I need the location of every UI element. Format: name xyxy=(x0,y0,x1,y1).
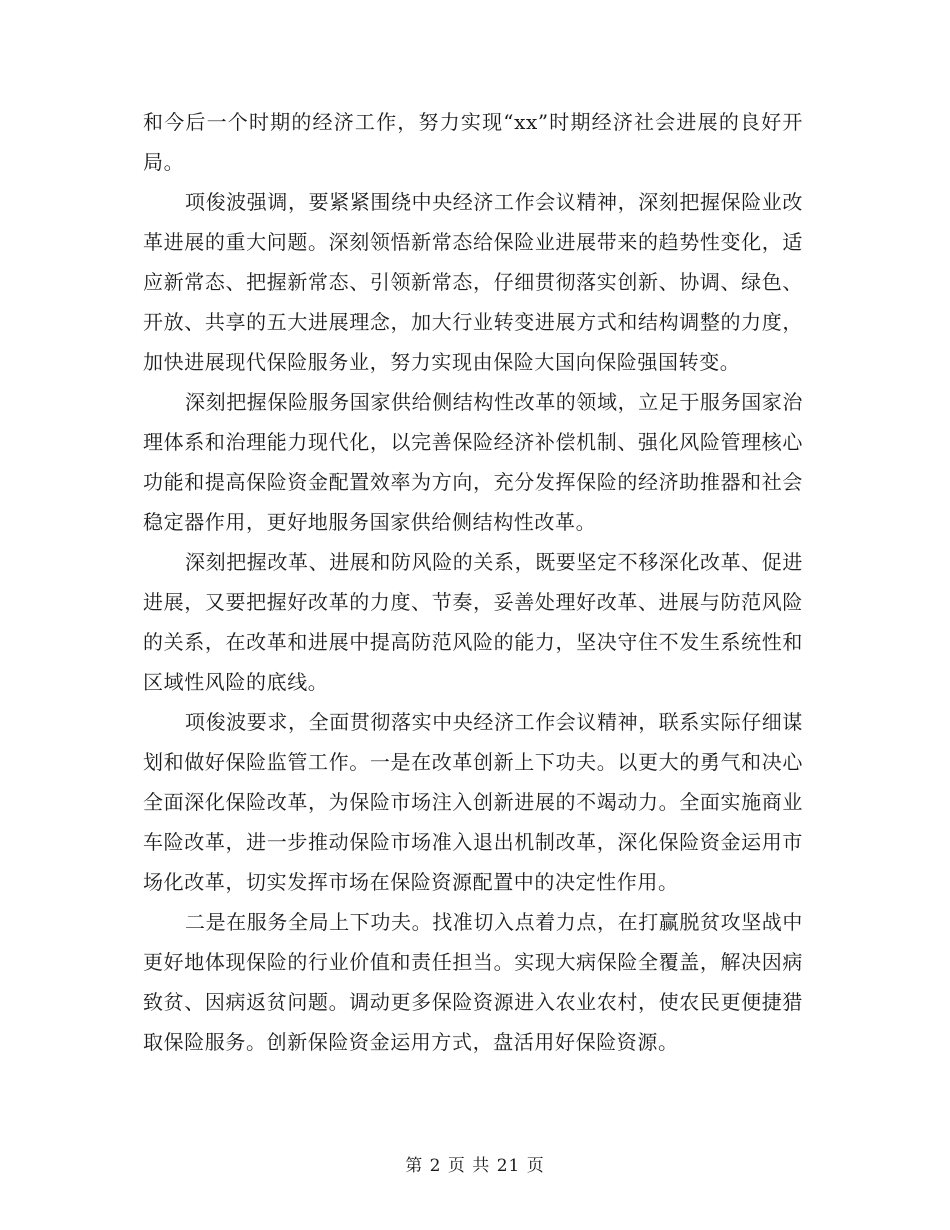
paragraph-6: 二是在服务全局上下功夫。找准切入点着力点，在打赢脱贫攻坚战中更好地体现保险的行业价值和责任担当。实现大病保险全覆盖，解决因病致贫、因病返贫问题。调动更多保险资源进入农业农村，使农民更便捷猎取保险服务。创新保险资金运用方式，盘活用好保险资源。 xyxy=(143,910,803,1054)
paragraph-3: 深刻把握保险服务国家供给侧结构性改革的领域，立足于服务国家治理体系和治理能力现代化，以完善保险经济补偿机制、强化风险管理核心功能和提高保险资金配置效率为方向，充分发挥保险的经济助推器和社会稳定器作用，更好地服务国家供给侧结构性改革。 xyxy=(143,390,803,534)
paragraph-5: 项俊波要求，全面贯彻落实中央经济工作会议精神，联系实际仔细谋划和做好保险监管工作。一是在改革创新上下功夫。以更大的勇气和决心全面深化保险改革，为保险市场注入创新进展的不竭动力。全面实施商业车险改革，进一步推动保险市场准入退出机制改革，深化保险资金运用市场化改革，切实发挥市场在保险资源配置中的决定性作用。 xyxy=(143,710,803,894)
paragraph-4: 深刻把握改革、进展和防风险的关系，既要坚定不移深化改革、促进进展，又要把握好改革的力度、节奏，妥善处理好改革、进展与防范风险的关系，在改革和进展中提高防范风险的能力，坚决守住不发生系统性和区域性风险的底线。 xyxy=(143,550,803,694)
document-body xyxy=(143,102,803,1062)
page-number-footer: 第 2 页 共 21 页 xyxy=(405,1156,545,1176)
paragraph-2: 项俊波强调，要紧紧围绕中央经济工作会议精神，深刻把握保险业改革进展的重大问题。深刻领悟新常态给保险业进展带来的趋势性变化，适应新常态、把握新常态、引领新常态，仔细贯彻落实创新、协调、绿色、开放、共享的五大进展理念，加大行业转变进展方式和结构调整的力度，加快进展现代保险服务业，努力实现由保险大国向保险强国转变。 xyxy=(143,190,803,374)
paragraph-1: 和今后一个时期的经济工作，努力实现“xx”时期经济社会进展的良好开局。 xyxy=(143,110,803,174)
